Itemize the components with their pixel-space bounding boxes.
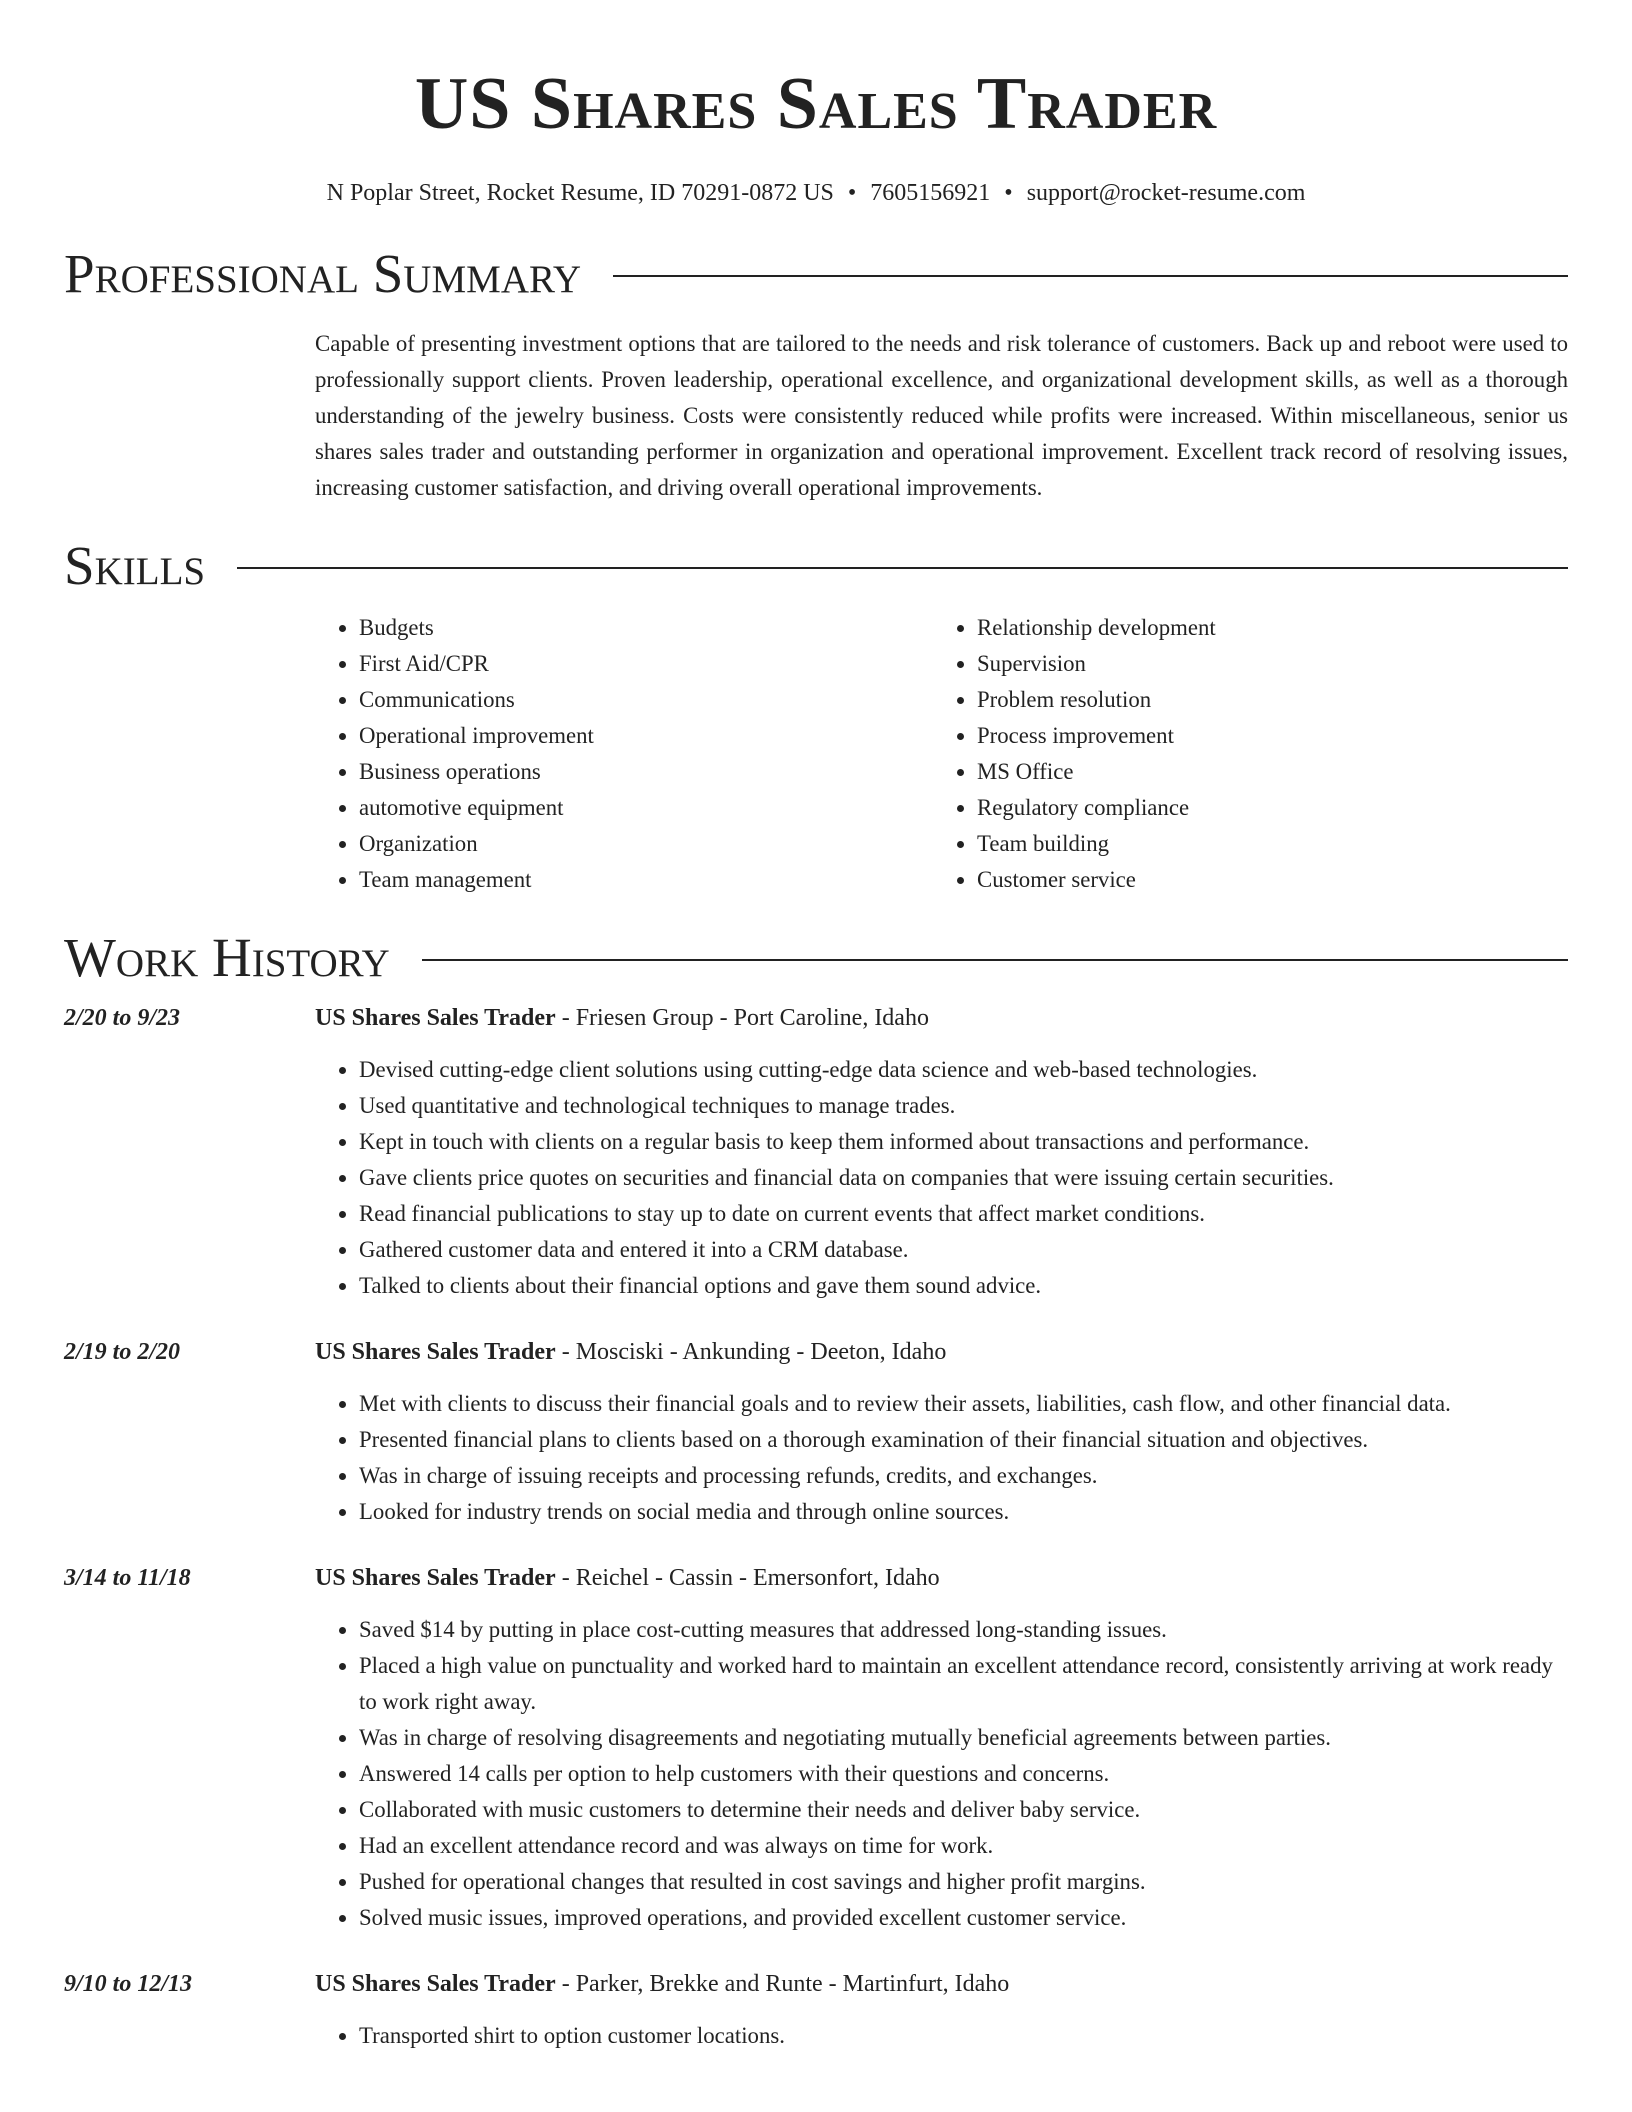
job-title: US Shares Sales Trader	[315, 1339, 556, 1365]
skill-item: • First Aid/CPR	[359, 646, 933, 682]
job-duty: • Had an excellent attendance record and was always on time for work.	[359, 1828, 1568, 1864]
job-entry	[64, 1000, 1568, 1304]
skills-list-left	[315, 610, 933, 898]
skill-item: • MS Office	[977, 754, 1551, 790]
skill-item: • Customer service	[977, 862, 1551, 898]
job-duty: • Met with clients to discuss their financial goals and to review their assets, liabilities, cash flow, and other financial data.	[359, 1386, 1568, 1422]
separator: •	[847, 180, 857, 206]
job-duty: • Pushed for operational changes that resulted in cost savings and higher profit margins.	[359, 1864, 1568, 1900]
job-duty: • Was in charge of issuing receipts and processing refunds, credits, and exchanges.	[359, 1458, 1568, 1494]
job-duties	[315, 1052, 1568, 1304]
job-duty: • Saved $14 by putting in place cost-cutting measures that addressed long-standing issues.	[359, 1612, 1568, 1648]
job-title: US Shares Sales Trader	[315, 1971, 556, 1997]
skill-item: • Team management	[359, 862, 933, 898]
candidate-name: US Shares Sales Trader	[414, 63, 1218, 145]
job-dates: 3/14 to 11/18	[64, 1565, 191, 1591]
job-duty: • Talked to clients about their financial options and gave them sound advice.	[359, 1268, 1568, 1304]
job-duty: • Transported shirt to option customer locations.	[359, 2018, 1568, 2054]
skill-item: • Budgets	[359, 610, 933, 646]
job-duty: • Gathered customer data and entered it into a CRM database.	[359, 1232, 1568, 1268]
skills-section-header	[64, 536, 1568, 596]
work-section-header	[64, 928, 1568, 988]
skills-list-right	[933, 610, 1551, 898]
job-heading	[315, 1966, 1568, 2002]
skill-item: • Regulatory compliance	[977, 790, 1551, 826]
section-divider	[422, 959, 1568, 961]
section-divider	[613, 275, 1568, 277]
skill-item: • Relationship development	[977, 610, 1551, 646]
job-details	[315, 1334, 1568, 1530]
job-entry	[64, 1560, 1568, 1936]
summary-text: Capable of presenting investment options that are tailored to the needs and risk tolerance of customers. Back up and reboot were used to professionally support clients. Proven leadership, operational excellence, and organizational development skills, as well as a thorough understanding of the jewelry business. Costs were consistently reduced while profits were increased. Within miscellaneous, senior us shares sales trader and outstanding performer in organization and operational improvement. Excellent track record of resolving issues, increasing customer satisfaction, and driving overall operational improvements.	[315, 331, 1568, 500]
skill-item: • Team building	[977, 826, 1551, 862]
phone: 7605156921	[870, 180, 991, 206]
job-employer: - Mosciski - Ankunding - Deeton, Idaho	[555, 1339, 947, 1365]
skills-heading: Skills	[64, 535, 206, 596]
job-duty: • Devised cutting-edge client solutions using cutting-edge data science and web-based technologies.	[359, 1052, 1568, 1088]
email: support@rocket-resume.com	[1026, 180, 1306, 206]
job-employer: - Parker, Brekke and Runte - Martinfurt, Idaho	[555, 1971, 1010, 1997]
job-duty: • Looked for industry trends on social media and through online sources.	[359, 1494, 1568, 1530]
job-dates: 2/19 to 2/20	[64, 1339, 181, 1365]
contact-line	[64, 178, 1568, 208]
skill-item: • Business operations	[359, 754, 933, 790]
job-duty: • Solved music issues, improved operations, and provided excellent customer service.	[359, 1900, 1568, 1936]
job-heading	[315, 1334, 1568, 1370]
skills-columns	[315, 610, 1568, 898]
job-duty: • Was in charge of resolving disagreements and negotiating mutually beneficial agreements between parties.	[359, 1720, 1568, 1756]
job-duty: • Kept in touch with clients on a regular basis to keep them informed about transactions and performance.	[359, 1124, 1568, 1160]
job-title: US Shares Sales Trader	[315, 1565, 556, 1591]
job-dates: 9/10 to 12/13	[64, 1971, 193, 1997]
job-entry	[64, 1966, 1568, 2054]
skill-item: • Problem resolution	[977, 682, 1551, 718]
skill-item: • Process improvement	[977, 718, 1551, 754]
job-heading	[315, 1000, 1568, 1036]
address: N Poplar Street, Rocket Resume, ID 70291-0872 US	[326, 180, 834, 206]
job-duty: • Gave clients price quotes on securities and financial data on companies that were issuing certain securities.	[359, 1160, 1568, 1196]
skill-item: • Communications	[359, 682, 933, 718]
job-duty: • Answered 14 calls per option to help customers with their questions and concerns.	[359, 1756, 1568, 1792]
job-duty: • Used quantitative and technological techniques to manage trades.	[359, 1088, 1568, 1124]
job-duty: • Collaborated with music customers to determine their needs and deliver baby service.	[359, 1792, 1568, 1828]
job-entry	[64, 1334, 1568, 1530]
job-details	[315, 1560, 1568, 1936]
job-employer: - Reichel - Cassin - Emersonfort, Idaho	[555, 1565, 940, 1591]
skill-item: • automotive equipment	[359, 790, 933, 826]
separator: •	[1004, 180, 1013, 206]
job-duties	[315, 2018, 1568, 2054]
skill-item: • Organization	[359, 826, 933, 862]
skill-item: • Operational improvement	[359, 718, 933, 754]
job-employer: - Friesen Group - Port Caroline, Idaho	[555, 1005, 929, 1031]
section-divider	[237, 567, 1568, 569]
skill-item: • Supervision	[977, 646, 1551, 682]
job-title: US Shares Sales Trader	[315, 1005, 556, 1031]
job-duties	[315, 1386, 1568, 1530]
job-details	[315, 1000, 1568, 1304]
summary-section-header	[64, 244, 1568, 304]
job-heading	[315, 1560, 1568, 1596]
work-heading: Work History	[64, 927, 390, 988]
job-dates: 2/20 to 9/23	[64, 1005, 181, 1031]
summary-heading: Professional Summary	[64, 243, 582, 304]
job-duty: • Placed a high value on punctuality and worked hard to maintain an excellent attendance record, consistently arriving at work ready to work right away.	[359, 1648, 1568, 1720]
job-details	[315, 1966, 1568, 2054]
job-duty: • Presented financial plans to clients based on a thorough examination of their financial situation and objectives.	[359, 1422, 1568, 1458]
job-duties	[315, 1612, 1568, 1936]
job-duty: • Read financial publications to stay up to date on current events that affect market conditions.	[359, 1196, 1568, 1232]
